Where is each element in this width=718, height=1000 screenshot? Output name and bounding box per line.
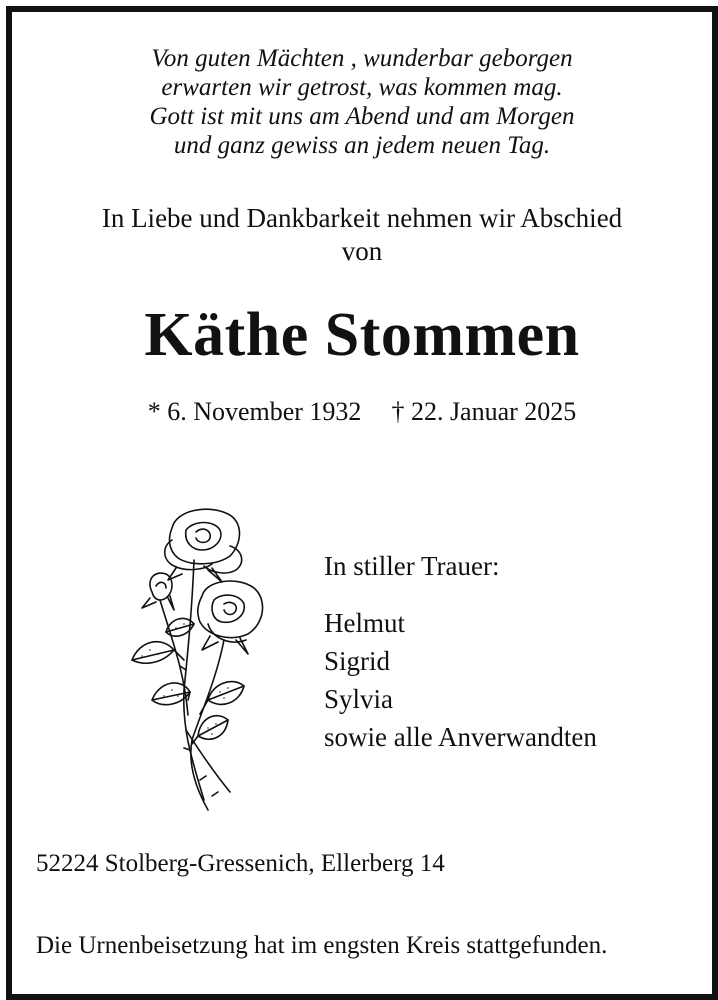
intro-line: In Liebe und Dankbarkeit nehmen wir Abschied [101, 203, 623, 233]
bible-verse [12, 44, 712, 160]
list-item: Sylvia [324, 684, 394, 714]
mourners-list [324, 604, 597, 756]
list-item: Sigrid [324, 646, 391, 676]
verse-line: erwarten wir getrost, was kommen mag. [161, 74, 563, 101]
list-item: Helmut [324, 608, 405, 638]
birth-date: * 6. November 1932 [147, 397, 362, 426]
deceased-name: Käthe Stommen [144, 301, 580, 369]
rose-icon [112, 500, 272, 816]
verse-line: und ganz gewiss an jedem neuen Tag. [173, 132, 551, 159]
list-item: sowie alle Anverwandten [324, 722, 597, 752]
mourning-label: In stiller Trauer: [324, 551, 500, 581]
family-address: 52224 Stolberg-Gressenich, Ellerberg 14 [36, 850, 445, 877]
burial-note: Die Urnenbeisetzung hat im engsten Kreis stattgefunden. [36, 932, 608, 959]
intro-line: von [341, 236, 383, 266]
farewell-intro [12, 202, 712, 268]
obituary-frame [6, 6, 718, 1000]
life-dates [12, 396, 712, 428]
death-date: † 22. Januar 2025 [391, 397, 577, 426]
verse-line: Gott ist mit uns am Abend und am Morgen [149, 103, 575, 130]
verse-line: Von guten Mächten , wunderbar geborgen [151, 45, 573, 72]
